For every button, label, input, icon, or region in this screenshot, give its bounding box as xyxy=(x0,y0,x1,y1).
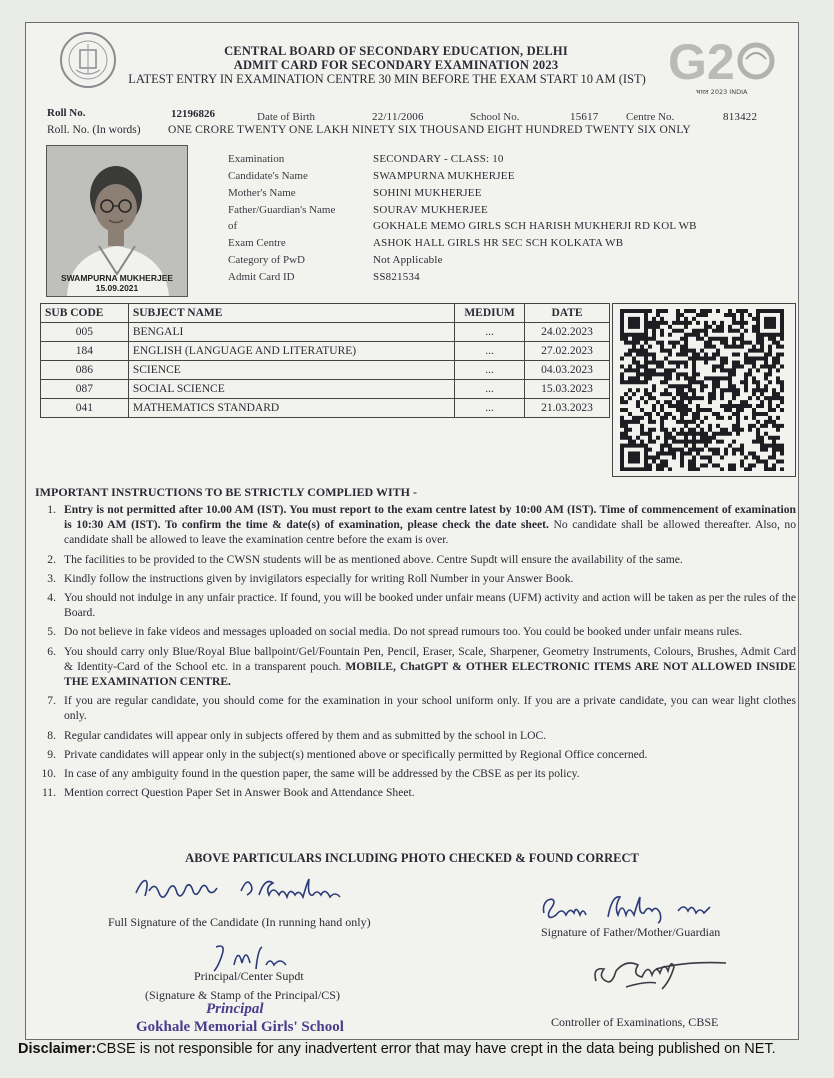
medium: ... xyxy=(455,399,525,418)
instruction-text: You should not indulge in any unfair practice. If found, you will be booked under unfair means (UFM) activity and action will be taken as per the rules of the Board. xyxy=(64,591,796,620)
instruction-text: Regular candidates will appear only in subjects offered by them and as submitted by the school in LOC. xyxy=(64,728,547,742)
list-item: 8. Regular candidates will appear only in subjects offered by them and as submitted by the school in LOC. xyxy=(34,728,796,743)
detail-label: Father/Guardian's Name xyxy=(228,204,336,216)
col-header: MEDIUM xyxy=(455,304,525,323)
g20-subtext: भारत 2023 INDIA xyxy=(696,88,748,96)
principal-label: Principal/Center Supdt xyxy=(194,969,304,983)
school-no-value: 15617 xyxy=(570,111,599,123)
list-item: 11. Mention correct Question Paper Set in Answer Book and Attendance Sheet. xyxy=(34,785,796,800)
subject-name: SOCIAL SCIENCE xyxy=(128,380,454,399)
instructions-title: IMPORTANT INSTRUCTIONS TO BE STRICTLY COMPLIED WITH - xyxy=(35,485,418,499)
table-row xyxy=(41,342,610,361)
photo-name: SWAMPURNA MUKHERJEE xyxy=(60,273,174,283)
instruction-bold: Entry is not permitted after 10.00 AM (IST). You must report to the exam centre latest by 10:00 AM (IST). Time of commencement of examination is 10:30 AM (IST). To confirm the time & date(s) of examination, please check the date sheet. xyxy=(64,503,796,532)
disclaimer-label: Disclaimer: xyxy=(18,1041,97,1057)
medium: ... xyxy=(455,323,525,342)
subjects-table xyxy=(40,303,610,418)
medium: ... xyxy=(455,342,525,361)
roll-label: Roll No. xyxy=(47,107,86,119)
detail-label: Examination xyxy=(228,153,285,165)
detail-label: Exam Centre xyxy=(228,237,286,249)
roll-value: 12196826 xyxy=(171,108,215,120)
candidate-photo xyxy=(46,145,188,297)
list-item: 1. Entry is not permitted after 10.00 AM (IST). You must report to the exam centre latest by 10:00 AM (IST). Time of commencement of examination is 10:30 AM (IST). To confirm the time & date(s) of examination, please check the date sheet. No candidate shall be allowed thereafter. Also, no candidate shall be allowed to leave the examination centre before the exam is over. xyxy=(47,503,796,547)
medium: ... xyxy=(455,380,525,399)
instructions-list xyxy=(34,502,796,804)
detail-value: SECONDARY - CLASS: 10 xyxy=(373,153,504,165)
detail-value: SOHINI MUKHERJEE xyxy=(373,187,482,199)
table-header-row xyxy=(41,304,610,323)
principal-stamp-title: Principal xyxy=(206,1001,264,1017)
exam-date: 27.02.2023 xyxy=(525,342,610,361)
list-item: 4. You should not indulge in any unfair practice. If found, you will be booked under unfair means (UFM) activity and action will be taken as per the rules of the Board. xyxy=(47,591,796,620)
disclaimer-text: CBSE is not responsible for any inadvertent error that may have crept in the data being published on NET. xyxy=(96,1041,776,1057)
exam-date: 24.02.2023 xyxy=(525,323,610,342)
detail-value: SOURAV MUKHERJEE xyxy=(373,204,488,216)
sub-code: 086 xyxy=(41,361,129,380)
detail-label: Mother's Name xyxy=(228,187,296,199)
list-item: 3. Kindly follow the instructions given by invigilators especially for writing Roll Number in your Answer Book. xyxy=(34,571,796,586)
instruction-text: If you are regular candidate, you should come for the examination in your school uniform only. If you are a private candidate, you can wear light clothes only. xyxy=(64,694,796,723)
candidate-details xyxy=(228,153,788,288)
subject-name: SCIENCE xyxy=(128,361,454,380)
subject-name: BENGALI xyxy=(128,323,454,342)
detail-label: Category of PwD xyxy=(228,254,305,266)
detail-label: Admit Card ID xyxy=(228,271,295,283)
roll-words-label: Roll. No. (In words) xyxy=(47,124,141,136)
list-item: 7. If you are regular candidate, you should come for the examination in your school uniform only. If you are a private candidate, you can wear light clothes only. xyxy=(47,694,796,723)
parent-signature-label: Signature of Father/Mother/Guardian xyxy=(541,925,721,939)
col-header: SUBJECT NAME xyxy=(128,304,454,323)
table-row xyxy=(41,323,610,342)
detail-label: of xyxy=(228,220,238,232)
dob-label: Date of Birth xyxy=(257,111,316,123)
list-item: 6. You should carry only Blue/Royal Blue ballpoint/Gel/Fountain Pen, Pencil, Eraser, Scale, Sharpener, Geometry Instruments, Colours, Brushes, Admit Card & Identity-Card of the School etc. in a transparent pouch. MOBILE, ChatGPT & OTHER ELECTRONIC ITEMS ARE NOT ALLOWED INSIDE THE EXAMINATION CENTRE. xyxy=(47,644,796,689)
entry-notice: LATEST ENTRY IN EXAMINATION CENTRE 30 MIN BEFORE THE EXAM START 10 AM (IST) xyxy=(128,72,646,86)
sub-code: 184 xyxy=(41,342,129,361)
medium: ... xyxy=(455,361,525,380)
photo-caption xyxy=(47,273,187,293)
instruction-text: Kindly follow the instructions given by invigilators especially for writing Roll Number in your Answer Book. xyxy=(64,571,574,585)
candidate-signature-label: Full Signature of the Candidate (In running hand only) xyxy=(108,915,371,929)
sub-code: 041 xyxy=(41,399,129,418)
detail-value: SWAMPURNA MUKHERJEE xyxy=(373,170,515,182)
list-item: 5. Do not believe in fake videos and messages uploaded on social media. Do not spread rumours too. You could be booked under unfair means rules. xyxy=(34,624,796,639)
instruction-text: You should carry only Blue/Royal Blue ballpoint/Gel/Fountain Pen, Pencil, Eraser, Scale, Sharpener, Geometry Instruments, Colours, Brushes, Admit Card & Identity-Card of the School etc. in a transparent pouch. xyxy=(64,644,796,673)
detail-value: SS821534 xyxy=(373,271,420,283)
col-header: SUB CODE xyxy=(41,304,129,323)
instruction-text: In case of any ambiguity found in the question paper, the same will be addressed by the CBSE as per its policy. xyxy=(64,767,580,781)
subject-name: MATHEMATICS STANDARD xyxy=(128,399,454,418)
instruction-text: Private candidates will appear only in the subject(s) mentioned above or specifically permitted by Regional Office concerned. xyxy=(64,747,648,761)
photo-date: 15.09.2021 xyxy=(95,283,139,293)
list-item: 10. In case of any ambiguity found in the question paper, the same will be addressed by the CBSE as per its policy. xyxy=(34,766,796,781)
instruction-text: Mention correct Question Paper Set in Answer Book and Attendance Sheet. xyxy=(64,786,415,800)
svg-text:G2: G2 xyxy=(668,34,735,90)
sub-code: 087 xyxy=(41,380,129,399)
principal-stamp-school: Gokhale Memorial Girls' School xyxy=(136,1019,344,1035)
table-row xyxy=(41,361,610,380)
instruction-text: No candidate shall be allowed thereafter. Also, no candidate shall be allowed to leave the examination centre before the exam is over. xyxy=(64,518,796,547)
detail-value: GOKHALE MEMO GIRLS SCH HARISH MUKHERJI RD KOL WB xyxy=(373,220,697,232)
exam-date: 04.03.2023 xyxy=(525,361,610,380)
centre-no-label: Centre No. xyxy=(626,111,675,123)
dob-value: 22/11/2006 xyxy=(372,111,424,123)
disclaimer xyxy=(18,1041,776,1057)
subject-name: ENGLISH (LANGUAGE AND LITERATURE) xyxy=(128,342,454,361)
controller-label: Controller of Examinations, CBSE xyxy=(551,1015,719,1029)
school-no-label: School No. xyxy=(470,111,520,123)
table-row xyxy=(41,380,610,399)
roll-words-value: ONE CRORE TWENTY ONE LAKH NINETY SIX THOUSAND EIGHT HUNDRED TWENTY SIX ONLY xyxy=(168,124,691,136)
exam-date: 15.03.2023 xyxy=(525,380,610,399)
qr-code-box xyxy=(612,303,796,477)
board-title: CENTRAL BOARD OF SECONDARY EDUCATION, DELHI xyxy=(224,44,568,58)
sub-code: 005 xyxy=(41,323,129,342)
instruction-text: Do not believe in fake videos and messages uploaded on social media. Do not spread rumours too. You could be booked under unfair means rules. xyxy=(64,625,743,639)
list-item: 9. Private candidates will appear only in the subject(s) mentioned above or specifically permitted by Regional Office concerned. xyxy=(34,747,796,762)
found-correct-note: ABOVE PARTICULARS INCLUDING PHOTO CHECKED & FOUND CORRECT xyxy=(185,851,639,865)
table-row xyxy=(41,399,610,418)
qr-modules xyxy=(620,309,784,471)
detail-label: Candidate's Name xyxy=(228,170,308,182)
detail-value: ASHOK HALL GIRLS HR SEC SCH KOLKATA WB xyxy=(373,237,624,249)
list-item: 2. The facilities to be provided to the CWSN students will be as mentioned above. Centre Supdt will ensure the availability of the same. xyxy=(34,552,796,567)
admit-card-sheet xyxy=(25,22,799,1040)
candidate-signature-icon xyxy=(131,871,401,905)
exam-date: 21.03.2023 xyxy=(525,399,610,418)
detail-value: Not Applicable xyxy=(373,254,443,266)
centre-no-value: 813422 xyxy=(723,111,758,123)
admit-card-title: ADMIT CARD FOR SECONDARY EXAMINATION 2023 xyxy=(233,58,559,72)
qr-code-icon xyxy=(620,309,788,471)
col-header: DATE xyxy=(525,304,610,323)
controller-signature-icon xyxy=(586,951,736,995)
instruction-text: The facilities to be provided to the CWSN students will be as mentioned above. Centre Supdt will ensure the availability of the same. xyxy=(64,552,683,566)
principal-stamp-label: (Signature & Stamp of the Principal/CS) xyxy=(145,988,340,1002)
parent-signature-icon xyxy=(538,889,738,925)
instruction-bold: MOBILE, ChatGPT & OTHER ELECTRONIC ITEMS ARE NOT ALLOWED INSIDE THE EXAMINATION CENTRE. xyxy=(64,659,796,689)
